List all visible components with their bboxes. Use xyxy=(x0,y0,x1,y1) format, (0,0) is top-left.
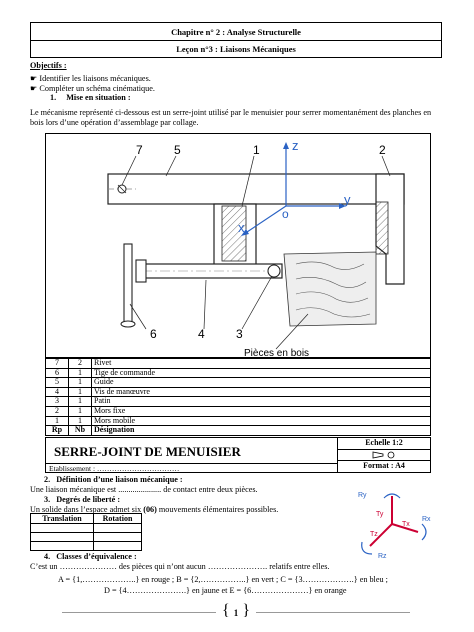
page-number: { 1 } xyxy=(222,602,250,619)
clamp-drawing xyxy=(46,134,432,359)
table-row: 6 1 Tige de commande xyxy=(46,368,431,378)
pad xyxy=(268,265,280,277)
origin-label: o xyxy=(282,207,289,221)
rz-label: Rz xyxy=(378,553,387,560)
objective-text: Identifier les liaisons mécaniques. xyxy=(39,74,151,83)
table-row: 7 2 Rivet xyxy=(46,359,431,369)
section-1-heading xyxy=(50,93,131,102)
label-7: 7 xyxy=(136,143,143,157)
label-6: 6 xyxy=(150,327,157,341)
hand-pointer-icon: ☛ xyxy=(30,84,38,93)
title-block xyxy=(45,437,431,473)
table-header-row: Translation Rotation xyxy=(31,514,142,524)
guide-bar xyxy=(108,174,404,204)
dof-table xyxy=(30,513,142,551)
table-row: 2 1 Mors fixe xyxy=(46,406,431,416)
objectives-title: Objectifs : xyxy=(30,61,67,70)
footer-rule-left xyxy=(62,612,216,613)
objective-text: Compléter un schéma cinématique. xyxy=(39,84,155,93)
label-3: 3 xyxy=(236,327,243,341)
drawing-title: SERRE-JOINT DE MENUISIER xyxy=(54,444,241,459)
x-label: x xyxy=(238,220,245,235)
section-4-line-3: D = {4………………….} en jaune et E = {6…………………} en orange xyxy=(104,586,347,595)
section-4-line-2: A = {1,………………..} en rouge ; B = {2,……………..} en vert ; C = {3……………….} en bleu ; xyxy=(58,575,388,584)
ry-label: Ry xyxy=(358,492,367,499)
wood-pieces xyxy=(284,252,376,326)
table-row: 4 1 Vis de manœuvre xyxy=(46,387,431,397)
label-1: 1 xyxy=(253,143,260,157)
section-3-heading: 3. Degrés de liberté : xyxy=(44,495,121,504)
format-label: Format : A4 xyxy=(363,461,405,470)
tx-label: Tx xyxy=(402,521,410,528)
dof-diagram xyxy=(352,488,434,560)
brace-left-icon: { xyxy=(222,602,230,619)
z-label: z xyxy=(292,138,299,153)
table-row xyxy=(31,542,142,551)
rx-label: Rx xyxy=(422,516,431,523)
section-4-line-1: C’est un ………………… des pièces qui n’ont aucun …………………. relatifs entre elles. xyxy=(30,562,330,571)
table-header-row: Rp Nb Désignation xyxy=(46,426,431,436)
section-4-heading: 4. Classes d’équivalence : xyxy=(44,552,137,561)
chapter-title: Chapitre n° 2 : Analyse Structurelle xyxy=(171,26,301,37)
section-title: Mise en situation : xyxy=(66,93,131,102)
footer-rule-right xyxy=(256,612,410,613)
objective-item-1 xyxy=(30,73,151,83)
section-2-text: Une liaison mécanique est ..................... de contact entre deux pièces. xyxy=(30,485,258,494)
hand-pointer-icon: ☛ xyxy=(30,74,38,83)
section-2-heading: 2. Définition d’une liaison mécanique : xyxy=(44,475,183,484)
projection-icon xyxy=(338,450,430,461)
header-box xyxy=(30,22,442,58)
table-row: 1 1 Mors mobile xyxy=(46,416,431,426)
ty-label: Ty xyxy=(376,511,384,518)
y-label: y xyxy=(344,192,351,207)
label-4: 4 xyxy=(198,327,205,341)
table-row xyxy=(31,533,142,542)
label-5: 5 xyxy=(174,143,181,157)
section-1-text: Le mécanisme représenté ci-dessous est un serre-joint utilisé par le menuisier pour serrer momentanément des planches en bois lors d’une opération d’assemblage par collage. xyxy=(30,108,432,127)
lesson-title: Leçon n°3 : Liaisons Mécaniques xyxy=(31,40,441,57)
table-row: 5 1 Guide xyxy=(46,378,431,388)
brace-right-icon: } xyxy=(242,602,250,619)
section-3-text: Un solide dans l’espace admet six (06) mouvements élémentaires possibles. xyxy=(30,505,279,514)
scale-label: Echelle 1:2 xyxy=(338,438,430,450)
clamp-figure xyxy=(45,133,431,358)
command-rod xyxy=(124,244,132,322)
nomenclature-table xyxy=(45,358,431,436)
table-row: 3 1 Patin xyxy=(46,397,431,407)
objective-item-2 xyxy=(30,83,155,93)
establishment-field: Etablissement : …………………………… xyxy=(46,463,337,472)
table-row xyxy=(31,524,142,533)
section-number: 1. xyxy=(50,93,57,102)
wood-caption: Pièces en bois xyxy=(244,348,310,359)
tz-label: Tz xyxy=(370,531,378,538)
label-2: 2 xyxy=(379,143,386,157)
